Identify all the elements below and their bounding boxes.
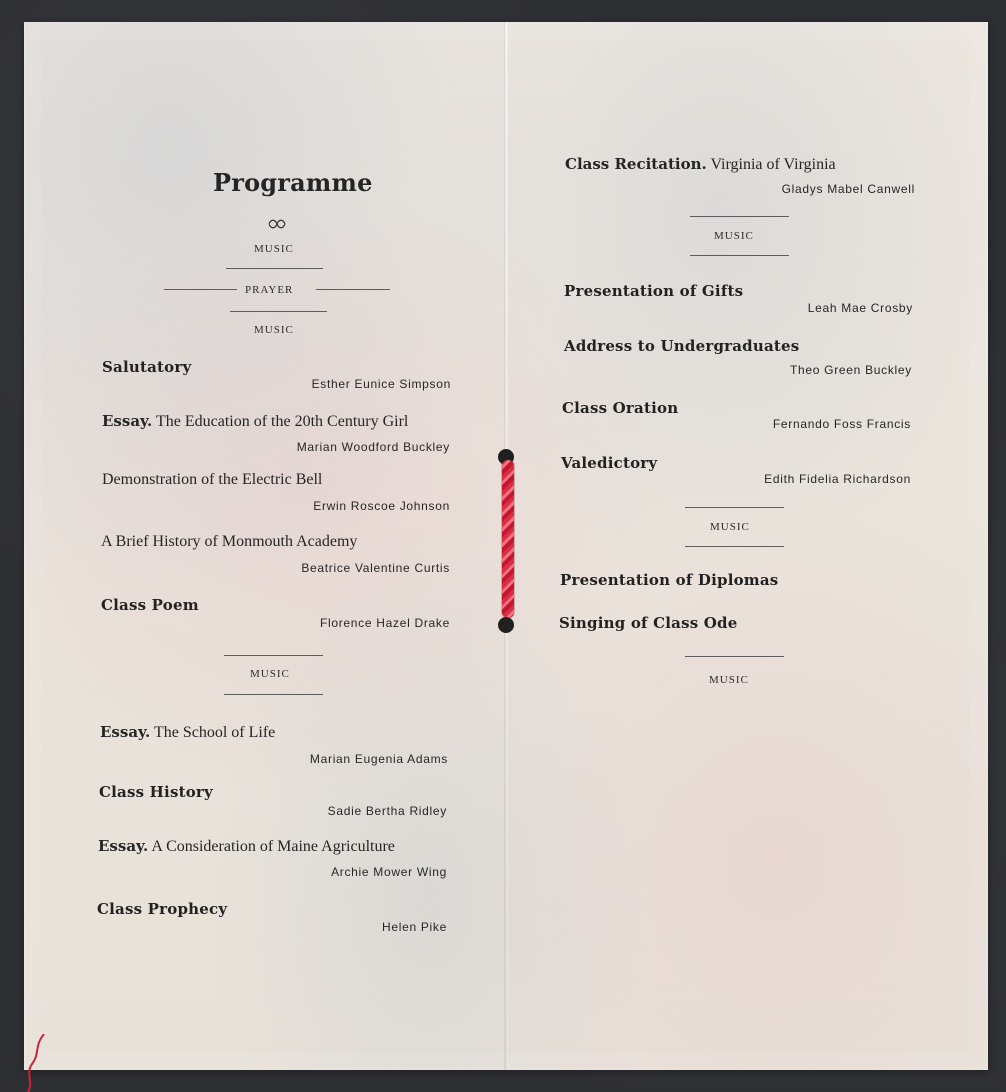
prayer-label: PRAYER: [245, 284, 294, 296]
divider: [685, 507, 784, 508]
program-item-line: [565, 155, 836, 174]
divider: [224, 655, 323, 656]
divider: [316, 289, 390, 290]
program-item-title: Demonstration of the Electric Bell: [102, 471, 323, 488]
divider: [685, 546, 784, 547]
divider: [690, 255, 789, 256]
program-item-title: Presentation of Diplomas: [560, 571, 779, 589]
program-item-lead: Essay.: [100, 723, 151, 741]
program-item-title: Class History: [99, 783, 213, 801]
divider: [226, 268, 323, 269]
divider: [230, 311, 327, 312]
program-item-subtitle: The Education of the 20th Century Girl: [155, 413, 409, 430]
music-label-1: MUSIC: [714, 230, 754, 242]
music-label-1: MUSIC: [254, 243, 294, 255]
program-item-name: Leah Mae Crosby: [807, 301, 913, 315]
program-item-name: Archie Mower Wing: [331, 865, 447, 879]
music-label-3: MUSIC: [709, 674, 749, 686]
program-item-subtitle: The School of Life: [153, 724, 276, 741]
program-item-name: Marian Eugenia Adams: [309, 752, 448, 766]
program-item-title: Class Poem: [101, 596, 199, 614]
program-item-name: Florence Hazel Drake: [319, 616, 450, 630]
program-item-name: Helen Pike: [381, 920, 447, 934]
program-item-name: Fernando Foss Francis: [772, 417, 911, 431]
program-item-name: Sadie Bertha Ridley: [327, 804, 447, 818]
music-label-2: MUSIC: [254, 324, 294, 336]
program-item-lead: Essay.: [102, 412, 153, 430]
left-panel: [24, 22, 506, 1070]
program-item-title: Class Oration: [562, 399, 679, 417]
program-item-name: Gladys Mabel Canwell: [781, 182, 915, 196]
music-label-3: MUSIC: [250, 668, 290, 680]
program-item-line: [98, 837, 395, 856]
program-item-name: Theo Green Buckley: [790, 363, 912, 377]
ribbon-binding: [498, 449, 516, 633]
divider: [224, 694, 323, 695]
program-item-title: Valedictory: [561, 454, 658, 472]
program-item-line: [101, 533, 357, 551]
program-item-title: Salutatory: [102, 358, 192, 376]
program-item-lead: Essay.: [98, 837, 149, 855]
ornament-icon: [268, 218, 286, 230]
program-item-name: Marian Woodford Buckley: [296, 440, 450, 454]
program-item-title: A Brief History of Monmouth Academy: [101, 533, 358, 550]
program-item-title: Class Prophecy: [97, 900, 228, 918]
divider: [690, 216, 789, 217]
program-item-subtitle: Virginia of Virginia: [710, 156, 836, 173]
program-item-title: Address to Undergraduates: [564, 337, 800, 355]
program-item-name: Erwin Roscoe Johnson: [313, 499, 450, 513]
program-item-name: Esther Eunice Simpson: [311, 377, 451, 391]
program-item-title: Presentation of Gifts: [564, 282, 744, 300]
binding-hole-bottom: [498, 617, 514, 633]
program-item-line: [102, 412, 408, 431]
program-item-subtitle: A Consideration of Maine Agriculture: [151, 838, 395, 855]
divider: [685, 656, 784, 657]
program-item-name: Beatrice Valentine Curtis: [301, 561, 450, 575]
program-item-line: [100, 723, 275, 742]
right-panel: [506, 22, 988, 1070]
program-item-line: [102, 471, 322, 489]
programme-sheet: [24, 22, 988, 1070]
program-item-name: Edith Fidelia Richardson: [764, 472, 911, 486]
red-cord: [502, 460, 514, 618]
music-label-2: MUSIC: [710, 521, 750, 533]
program-item-lead: Class Recitation.: [565, 155, 707, 173]
program-item-title: Singing of Class Ode: [559, 614, 738, 632]
page-title: Programme: [213, 168, 373, 197]
divider: [164, 289, 237, 290]
loose-red-thread: [24, 1034, 50, 1092]
